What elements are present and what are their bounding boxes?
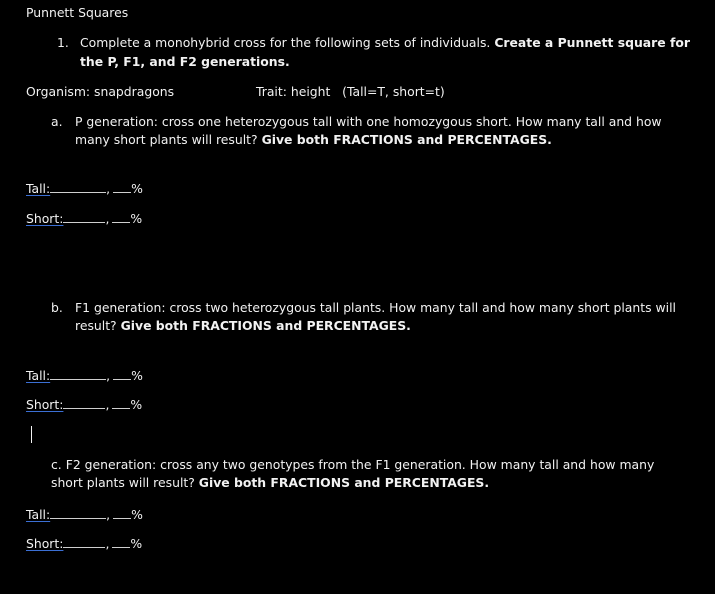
comma: , <box>106 507 111 522</box>
fraction-blank[interactable] <box>63 210 105 223</box>
organism-line: Organism: snapdragons <box>26 84 175 99</box>
part-b-question: result? <box>75 318 117 333</box>
fraction-blank[interactable] <box>50 180 106 193</box>
part-a-letter: a. <box>51 114 63 129</box>
answer-row-short-a <box>26 210 142 226</box>
percent-sign: % <box>131 507 143 522</box>
tall-label: Tall: <box>26 507 51 522</box>
percent-sign: % <box>130 211 143 226</box>
question-number: 1. <box>57 35 69 50</box>
part-c-line-2 <box>51 475 489 490</box>
answer-row-tall-b <box>26 367 143 383</box>
part-b-line-1: F1 generation: cross two heterozygous tall plants. How many tall and how many short plants will <box>75 300 676 315</box>
comma: , <box>106 368 111 383</box>
comma: , <box>105 211 110 226</box>
part-a-question: many short plants will result? <box>75 132 258 147</box>
percent-blank[interactable] <box>113 506 131 519</box>
question-1-text: Complete a monohybrid cross for the following sets of individuals. <box>80 35 491 50</box>
part-a-line-2 <box>75 132 552 147</box>
document-title: Punnett Squares <box>26 5 129 20</box>
tall-label: Tall: <box>26 181 51 196</box>
short-label: Short: <box>26 536 64 551</box>
trait-line: Trait: height (Tall=T, short=t) <box>256 84 445 99</box>
comma: , <box>106 181 111 196</box>
percent-blank[interactable] <box>113 180 131 193</box>
percent-sign: % <box>130 397 143 412</box>
fraction-blank[interactable] <box>50 506 106 519</box>
fraction-blank[interactable] <box>63 396 105 409</box>
answer-row-short-b <box>26 396 142 412</box>
answer-row-short-c <box>26 535 142 551</box>
part-b-instruction: Give both FRACTIONS and PERCENTAGES. <box>120 318 411 333</box>
comma: , <box>105 397 110 412</box>
question-1 <box>57 35 69 50</box>
short-label: Short: <box>26 211 64 226</box>
part-c-instruction: Give both FRACTIONS and PERCENTAGES. <box>198 475 490 490</box>
answer-row-tall-a <box>26 180 143 196</box>
part-c-line-1: c. F2 generation: cross any two genotypes from the F1 generation. How many tall and how many <box>51 457 655 472</box>
percent-blank[interactable] <box>112 210 130 223</box>
comma: , <box>105 536 110 551</box>
question-1-line-1 <box>80 35 690 50</box>
text-cursor <box>31 426 32 443</box>
part-c-question: short plants will result? <box>51 475 195 490</box>
percent-blank[interactable] <box>113 367 131 380</box>
part-a-line-1: P generation: cross one heterozygous tall with one homozygous short. How many tall and how <box>75 114 662 129</box>
percent-blank[interactable] <box>112 396 130 409</box>
part-b-line-2 <box>75 318 411 333</box>
short-label: Short: <box>26 397 64 412</box>
fraction-blank[interactable] <box>63 535 105 548</box>
percent-sign: % <box>130 536 143 551</box>
tall-label: Tall: <box>26 368 51 383</box>
part-a-instruction: Give both FRACTIONS and PERCENTAGES. <box>261 132 552 147</box>
question-1-bold-text-2: the P, F1, and F2 generations. <box>80 54 290 69</box>
percent-sign: % <box>131 181 143 196</box>
answer-row-tall-c <box>26 506 143 522</box>
question-1-bold-text: Create a Punnett square for <box>494 35 690 50</box>
part-b-letter: b. <box>51 300 63 315</box>
fraction-blank[interactable] <box>50 367 106 380</box>
question-1-line-2 <box>80 54 290 69</box>
percent-sign: % <box>131 368 143 383</box>
percent-blank[interactable] <box>112 535 130 548</box>
